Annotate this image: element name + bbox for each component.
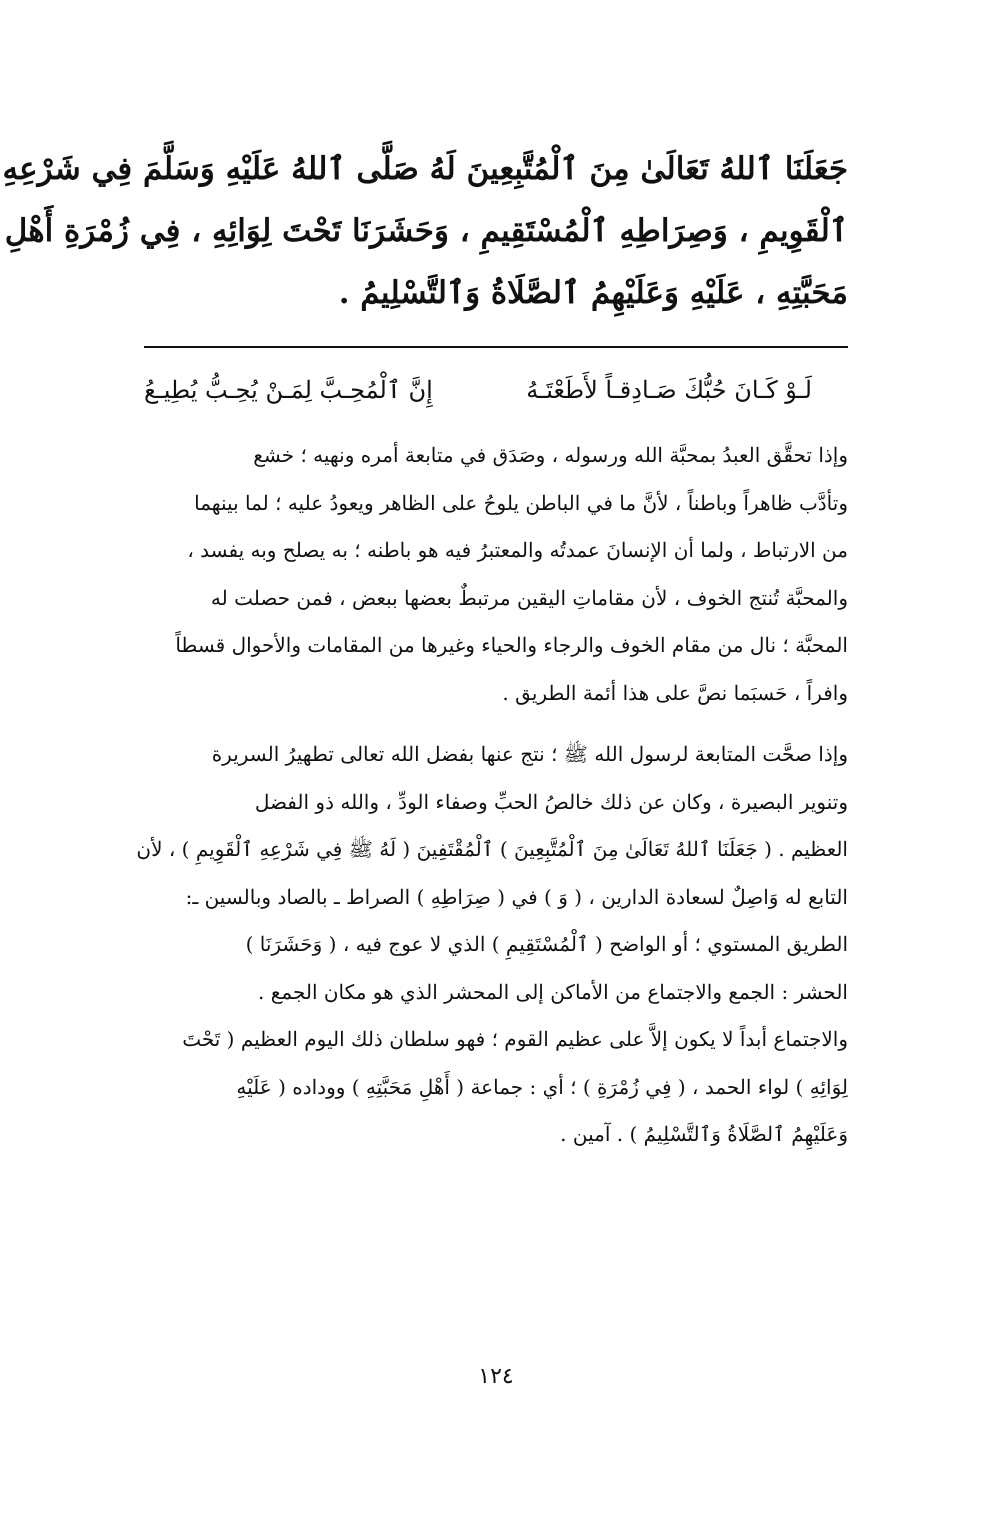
commentary-line: والاجتماع أبداً لا يكون إلاَّ على عظيم القوم ؛ فهو سلطان ذلك اليوم العظيم ( تَحْتَ	[182, 1027, 848, 1051]
commentary-line: وافراً ، حَسبَما نصَّ على هذا أئمة الطريق .	[502, 680, 848, 705]
commentary-line: لِوَائِهِ ) لواء الحمد ، ( فِي زُمْرَةِ ) ؛ أي : جماعة ( أَهْلِ مَحَبَّتِهِ ) ووداده ( عَلَيْهِ	[236, 1074, 848, 1099]
separator-rule	[144, 346, 848, 348]
matn-line-2: ٱلْقَوِيمِ ، وَصِرَاطِهِ ٱلْمُسْتَقِيمِ ، وَحَشَرَنَا تَحْتَ لِوَائِهِ ، فِي زُمْرَةِ أَهْلِ	[4, 213, 848, 249]
commentary-line: التابع له وَاصِلٌ لسعادة الدارين ، ( وَ ) في ( صِرَاطِهِ ) الصراط ـ بالصاد وبالسين ـ:	[185, 884, 848, 909]
commentary-line: المحبَّة ؛ نال من مقام الخوف والرجاء والحياء وغيرها من المقامات والأحوال قسطاً	[175, 633, 848, 657]
commentary-line: وَعَلَيْهِمُ ٱلصَّلَاةُ وَٱلتَّسْلِيمُ ) . آمين .	[560, 1122, 848, 1146]
commentary-line: والمحبَّة تُنتج الخوف ، لأن مقاماتِ اليقين مرتبطٌ بعضها ببعض ، فمن حصلت له	[210, 585, 848, 610]
poetry-verse	[144, 370, 848, 410]
page-number: ١٢٤	[478, 1364, 514, 1389]
commentary-line: الحشر : الجمع والاجتماع من الأماكن إلى المحشر الذي هو مكان الجمع .	[258, 979, 848, 1004]
matn-text-block	[2, 138, 848, 324]
commentary-line: وتأدَّب ظاهراً وباطناً ، لأنَّ ما في الباطن يلوحُ على الظاهر ويعودُ عليه ؛ لما بينهما	[194, 490, 848, 515]
sharh-commentary	[136, 432, 848, 1159]
commentary-line: وإذا تحقَّق العبدُ بمحبَّة الله ورسوله ، وصَدَق في متابعة أمره ونهيه ؛ خشع	[253, 443, 848, 467]
commentary-paragraph-2	[136, 731, 848, 1159]
commentary-line: وتنوير البصيرة ، وكان عن ذلك خالصُ الحبِّ وصفاء الودِّ ، والله ذو الفضل	[254, 789, 848, 814]
commentary-line: من الارتباط ، ولما أن الإنسانَ عمدتُه والمعتبرُ فيه هو باطنه ؛ به يصلح وبه يفسد ،	[187, 538, 848, 562]
commentary-line: وإذا صحَّت المتابعة لرسول الله ﷺ ؛ نتج عنها بفضل الله تعالى تطهيرُ السريرة	[211, 742, 848, 766]
verse-hemistich-first: لَـوْ كَـانَ حُبُّكَ صَـادِقـاً لأَطَعْتَـهُ	[526, 376, 812, 404]
commentary-line: العظيم . ( جَعَلَنَا ٱللهُ تَعَالَىٰ مِنَ ٱلْمُتَّبِعِينَ ) ٱلْمُقْتَفِينَ ( لَهُ ﷺ فِي شَرْعِهِ ٱلْقَوِيمِ ) ، لأن	[136, 837, 848, 861]
matn-line-3: مَحَبَّتِهِ ، عَلَيْهِ وَعَلَيْهِمُ ٱلصَّلَاةُ وَٱلتَّسْلِيمُ .	[338, 275, 848, 311]
commentary-line: الطريق المستوي ؛ أو الواضح ( ٱلْمُسْتَقِيمِ ) الذي لا عوج فيه ، ( وَحَشَرَنَا )	[245, 932, 848, 956]
verse-hemistich-second: إِنَّ ٱلْمُحِـبَّ لِمَـنْ يُحِـبُّ يُطِيـعُ	[144, 376, 433, 404]
matn-line-1: جَعَلَنَا ٱللهُ تَعَالَىٰ مِنَ ٱلْمُتَّبِعِينَ لَهُ صَلَّى ٱللهُ عَلَيْهِ وَسَلَّمَ فِي شَرْعِهِ	[2, 151, 848, 187]
commentary-paragraph-1	[144, 432, 848, 717]
